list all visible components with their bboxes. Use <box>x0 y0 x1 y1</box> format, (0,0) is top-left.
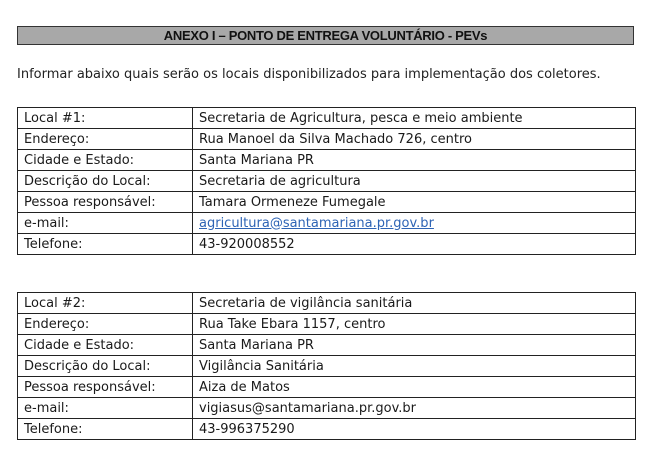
phone-value: 43-996375290 <box>193 419 636 440</box>
local-label: Local #1: <box>18 108 193 129</box>
table-row <box>18 377 636 398</box>
city-state-value: Santa Mariana PR <box>193 335 636 356</box>
phone-label: Telefone: <box>18 234 193 255</box>
email-value: vigiasus@santamariana.pr.gov.br <box>193 398 636 419</box>
table-row <box>18 356 636 377</box>
page-title: ANEXO I – PONTO DE ENTREGA VOLUNTÁRIO - PEVs <box>17 26 634 45</box>
city-state-value: Santa Mariana PR <box>193 150 636 171</box>
table-row <box>18 171 636 192</box>
local-value: Secretaria de vigilância sanitária <box>193 293 636 314</box>
local-value: Secretaria de Agricultura, pesca e meio ambiente <box>193 108 636 129</box>
email-label: e-mail: <box>18 213 193 234</box>
address-label: Endereço: <box>18 314 193 335</box>
email-label: e-mail: <box>18 398 193 419</box>
instruction-text: Informar abaixo quais serão os locais disponibilizados para implementação dos coletores. <box>17 67 601 82</box>
phone-label: Telefone: <box>18 419 193 440</box>
table-row <box>18 150 636 171</box>
location-table-2 <box>17 292 636 440</box>
address-value: Rua Take Ebara 1157, centro <box>193 314 636 335</box>
address-value: Rua Manoel da Silva Machado 726, centro <box>193 129 636 150</box>
description-label: Descrição do Local: <box>18 356 193 377</box>
local-label: Local #2: <box>18 293 193 314</box>
city-state-label: Cidade e Estado: <box>18 150 193 171</box>
description-value: Secretaria de agricultura <box>193 171 636 192</box>
table-row <box>18 398 636 419</box>
location-table-1 <box>17 107 636 255</box>
description-label: Descrição do Local: <box>18 171 193 192</box>
responsible-value: Aiza de Matos <box>193 377 636 398</box>
address-label: Endereço: <box>18 129 193 150</box>
phone-value: 43-920008552 <box>193 234 636 255</box>
table-row <box>18 192 636 213</box>
table-row <box>18 293 636 314</box>
table-row <box>18 234 636 255</box>
city-state-label: Cidade e Estado: <box>18 335 193 356</box>
table-row <box>18 213 636 234</box>
table-row <box>18 419 636 440</box>
responsible-label: Pessoa responsável: <box>18 377 193 398</box>
email-link[interactable]: agricultura@santamariana.pr.gov.br <box>199 215 434 231</box>
table-row <box>18 314 636 335</box>
email-cell <box>193 213 636 234</box>
description-value: Vigilância Sanitária <box>193 356 636 377</box>
responsible-label: Pessoa responsável: <box>18 192 193 213</box>
responsible-value: Tamara Ormeneze Fumegale <box>193 192 636 213</box>
table-row <box>18 129 636 150</box>
table-row <box>18 108 636 129</box>
table-row <box>18 335 636 356</box>
